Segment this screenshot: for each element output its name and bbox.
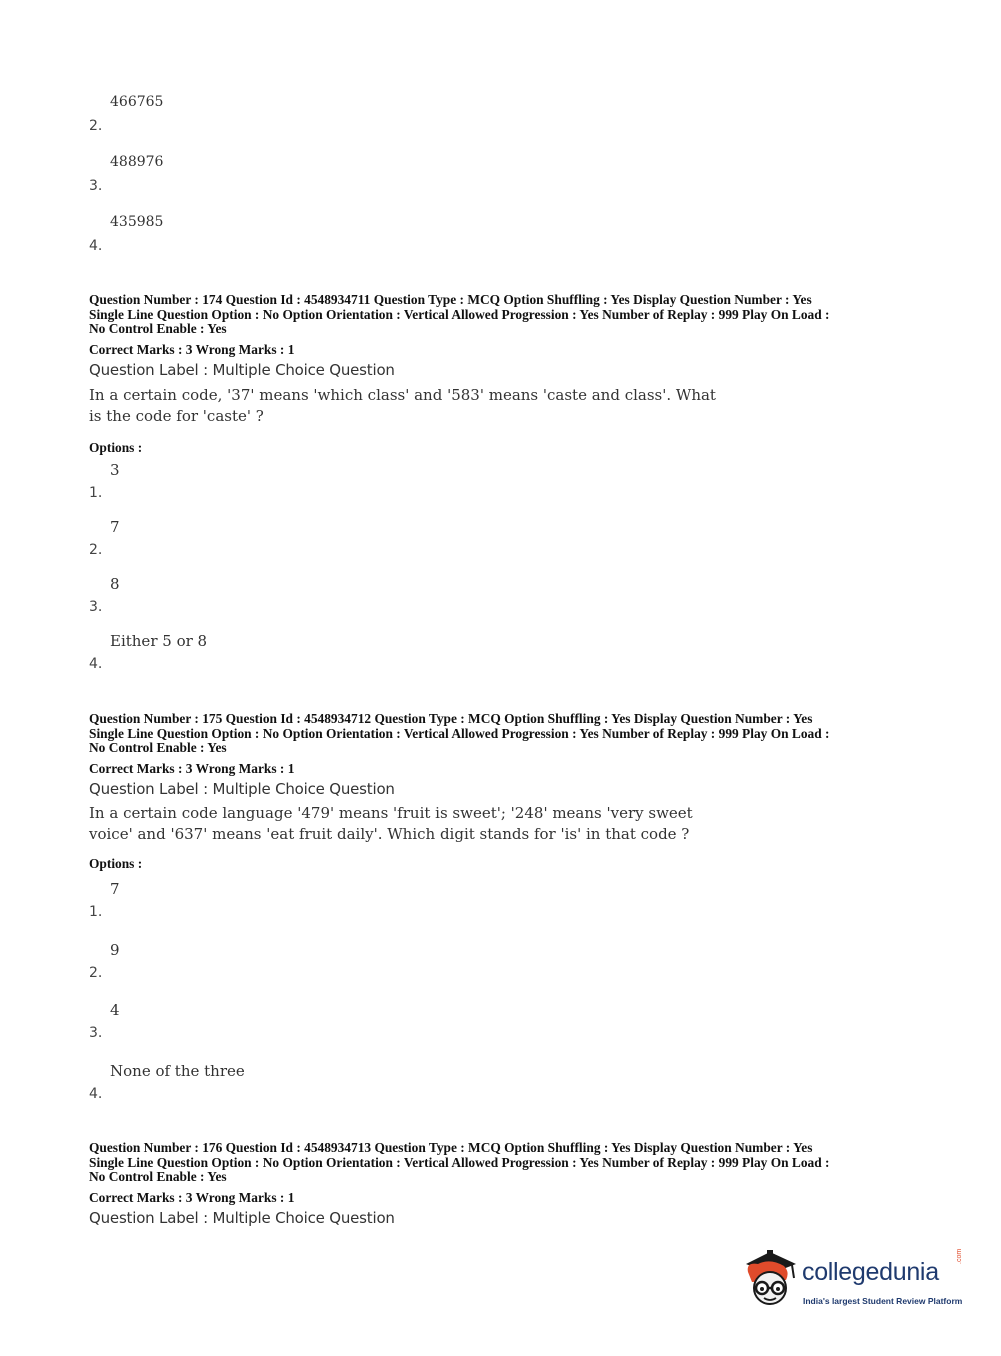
question-175-text	[89, 803, 729, 845]
option-number: 3.	[89, 178, 103, 194]
brand-name: collegedunia	[802, 1258, 939, 1286]
meta-line: Question Number : 174 Question Id : 4548934711 Question Type : MCQ Option Shuffling : Yes Display Question Number : Yes	[89, 292, 812, 307]
question-175-option-1[interactable]	[89, 880, 489, 920]
option-value: Either 5 or 8	[110, 632, 208, 650]
prev-option-4	[89, 214, 489, 254]
option-value: 7	[110, 880, 120, 898]
option-value: 8	[110, 575, 120, 593]
option-number: 3.	[89, 1025, 103, 1041]
question-text-line: is the code for 'caste' ?	[89, 407, 264, 425]
meta-line: Single Line Question Option : No Option Orientation : Vertical Allowed Progression : Yes Number of Replay : 999 Play On Load :	[89, 725, 830, 741]
question-174-option-3[interactable]	[89, 575, 489, 615]
option-number: 2.	[89, 118, 103, 134]
option-number: 3.	[89, 599, 103, 615]
prev-option-2	[89, 94, 489, 134]
brand-dotcom: .com	[956, 1248, 963, 1264]
option-value: 4	[110, 1001, 120, 1019]
question-176-meta	[89, 1141, 919, 1185]
option-number: 2.	[89, 542, 103, 558]
option-number: 1.	[89, 485, 103, 501]
option-number: 2.	[89, 965, 103, 981]
option-value: 9	[110, 941, 120, 959]
collegedunia-logo[interactable]	[740, 1250, 970, 1316]
option-number: 1.	[89, 904, 103, 920]
question-text-line: voice' and '637' means 'eat fruit daily'. Which digit stands for 'is' in that code ?	[89, 825, 690, 843]
meta-line: Question Number : 175 Question Id : 4548934712 Question Type : MCQ Option Shuffling : Yes Display Question Number : Yes	[89, 711, 813, 726]
mascot-icon	[740, 1250, 800, 1310]
question-174-text	[89, 385, 729, 427]
meta-line: Question Number : 176 Question Id : 4548934713 Question Type : MCQ Option Shuffling : Yes Display Question Number : Yes	[89, 1140, 813, 1155]
question-174-marks: Correct Marks : 3 Wrong Marks : 1	[89, 342, 295, 357]
question-174-option-4[interactable]	[89, 632, 489, 672]
meta-line: Single Line Question Option : No Option Orientation : Vertical Allowed Progression : Yes Number of Replay : 999 Play On Load :	[89, 306, 830, 322]
question-176-label: Question Label : Multiple Choice Question	[89, 1209, 395, 1227]
meta-line: No Control Enable : Yes	[89, 321, 227, 336]
question-174-label: Question Label : Multiple Choice Question	[89, 361, 395, 379]
option-number: 4.	[89, 656, 103, 672]
meta-line: No Control Enable : Yes	[89, 1169, 227, 1184]
question-175-meta	[89, 712, 919, 756]
question-175-option-2[interactable]	[89, 941, 489, 981]
option-value: 488976	[110, 154, 164, 170]
question-174-option-1[interactable]	[89, 461, 489, 501]
question-text-line: In a certain code language '479' means 'fruit is sweet'; '248' means 'very sweet	[89, 804, 693, 822]
question-175-label: Question Label : Multiple Choice Question	[89, 780, 395, 798]
option-number: 4.	[89, 1086, 103, 1102]
question-174-option-2[interactable]	[89, 518, 489, 558]
question-175-options-heading: Options :	[89, 856, 143, 871]
option-value: 3	[110, 461, 120, 479]
question-174-options-heading: Options :	[89, 440, 143, 455]
question-175-option-3[interactable]	[89, 1001, 489, 1041]
option-value: None of the three	[110, 1062, 245, 1080]
option-number: 4.	[89, 238, 103, 254]
question-text-line: In a certain code, '37' means 'which class' and '583' means 'caste and class'. What	[89, 386, 716, 404]
question-175-option-4[interactable]	[89, 1062, 489, 1102]
question-175-marks: Correct Marks : 3 Wrong Marks : 1	[89, 761, 295, 776]
question-174-meta	[89, 293, 919, 337]
option-value: 466765	[110, 94, 164, 110]
meta-line: No Control Enable : Yes	[89, 740, 227, 755]
question-176-marks: Correct Marks : 3 Wrong Marks : 1	[89, 1190, 295, 1205]
prev-option-3	[89, 154, 489, 194]
meta-line: Single Line Question Option : No Option Orientation : Vertical Allowed Progression : Yes Number of Replay : 999 Play On Load :	[89, 1154, 830, 1170]
option-value: 7	[110, 518, 120, 536]
option-value: 435985	[110, 214, 164, 230]
brand-tagline: India's largest Student Review Platform	[803, 1296, 963, 1306]
